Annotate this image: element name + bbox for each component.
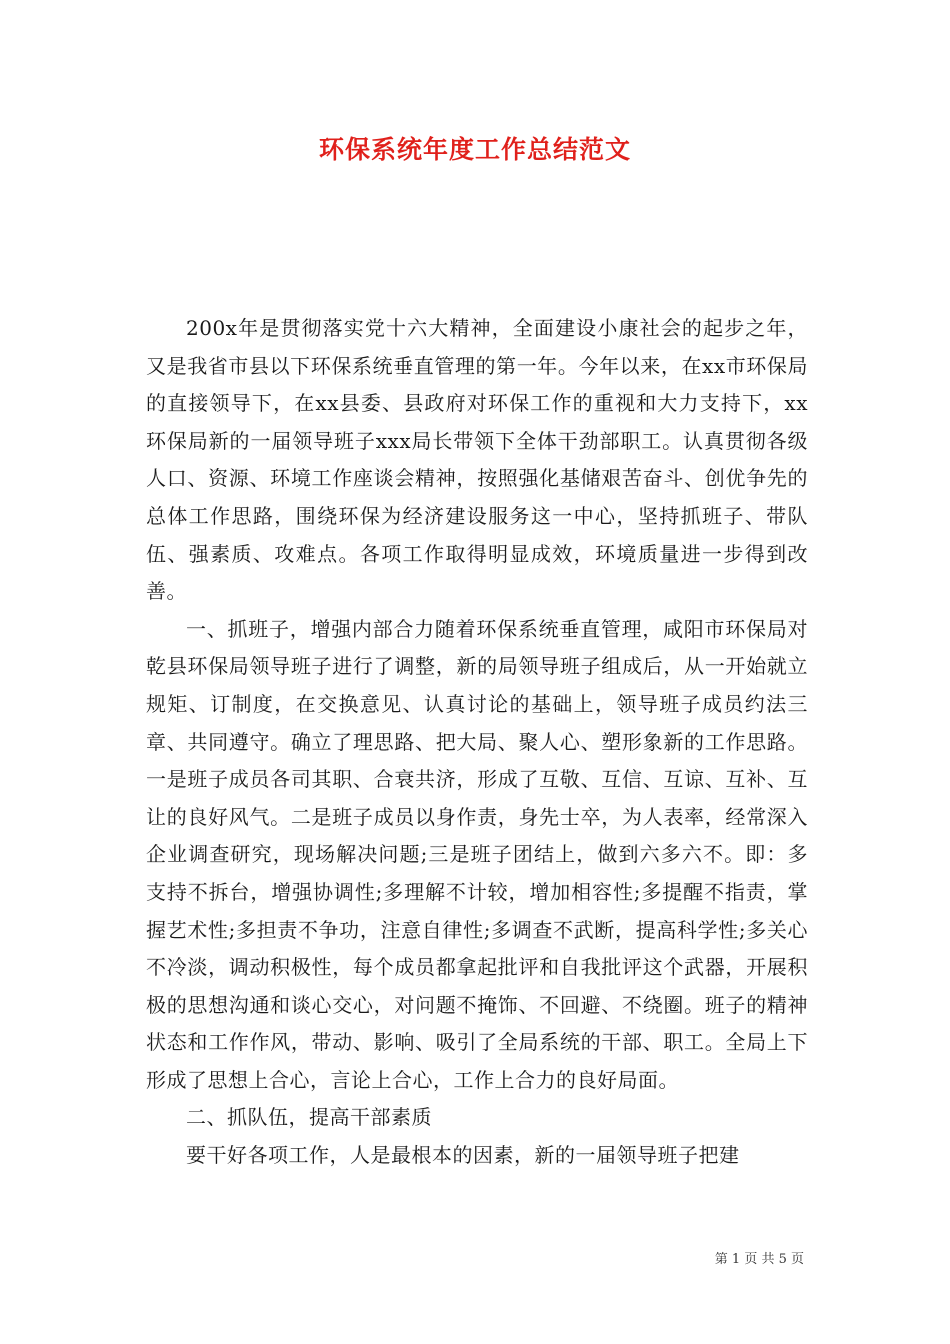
page-footer: 第 1 页 共 5 页 — [714, 1252, 804, 1267]
paragraph-section-2-body: 要干好各项工作，人是最根本的因素，新的一届领导班子把建 — [186, 1143, 740, 1168]
paragraph-section-2-heading: 二、抓队伍，提高干部素质 — [186, 1105, 432, 1130]
paragraph-intro: 200x年是贯彻落实党十六大精神，全面建设小康社会的起步之年，又是我省市县以下环保系统垂直管理的第一年。今年以来，在xx市环保局的直接领导下，在xx县委、县政府对环保工作的重视和大力支持下，xx环保局新的一届领导班子xxx局长带领下全体干劲部职工。认真贯彻各级人口、资源、环境工作座谈会精神，按照强化基储艰苦奋斗、创优争先的总体工作思路，围绕环保为经济建设服务这一中心，坚持抓班子、带队伍、强素质、攻难点。各项工作取得明显成效，环境质量进一步得到改善。 — [146, 316, 808, 604]
paragraph-section-1: 一、抓班子，增强内部合力随着环保系统垂直管理，咸阳市环保局对乾县环保局领导班子进行了调整，新的局领导班子组成后，从一开始就立规矩、订制度，在交换意见、认真讨论的基础上，领导班子成员约法三章、共同遵守。确立了理思路、把大局、聚人心、塑形象新的工作思路。一是班子成员各司其职、合衰共济，形成了互敬、互信、互谅、互补、互让的良好风气。二是班子成员以身作责，身先士卒，为人表率，经常深入企业调查研究，现场解决问题;三是班子团结上，做到六多六不。即：多支持不拆台，增强协调性;多理解不计较，增加相容性;多提醒不指责，掌握艺术性;多担责不争功，注意自律性;多调查不武断，提高科学性;多关心不冷淡，调动积极性，每个成员都拿起批评和自我批评这个武器，开展积极的思想沟通和谈心交心，对问题不掩饰、不回避、不绕圈。班子的精神状态和工作作风，带动、影响、吸引了全局系统的干部、职工。全局上下形成了思想上合心，言论上合心，工作上合力的良好局面。 — [146, 616, 808, 1092]
page-title: 环保系统年度工作总结范文 — [318, 135, 631, 164]
document-body — [146, 310, 808, 1175]
